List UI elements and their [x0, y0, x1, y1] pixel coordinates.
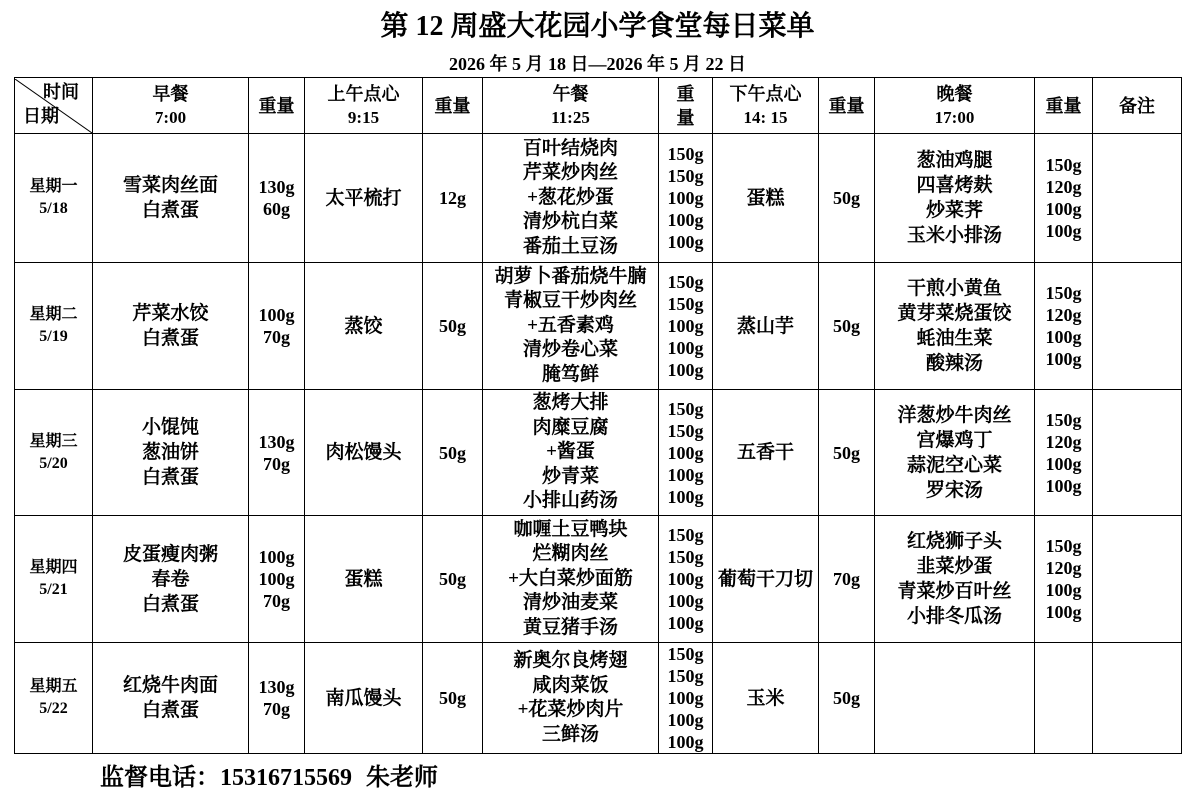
- day-row-tuesday: [15, 263, 1182, 390]
- breakfast-item: 白煮蛋: [141, 700, 199, 721]
- lunch-weight: 100g: [667, 613, 704, 633]
- header-breakfast: [93, 78, 249, 134]
- dinner-weight: 150g: [1045, 155, 1082, 175]
- lunch-item: +五香素鸡: [527, 314, 614, 336]
- weight-heading-line: 重: [676, 83, 695, 104]
- date-cell: [15, 643, 93, 754]
- lunch-weight-cell: [659, 516, 713, 643]
- lunch-weight: 100g: [667, 710, 704, 730]
- breakfast-weight-cell: [249, 263, 305, 390]
- breakfast-weight: 70g: [263, 327, 290, 347]
- afternoon-snack-time: 14: 15: [743, 107, 788, 127]
- remarks-cell: [1093, 390, 1182, 516]
- lunch-item: +葱花炒蛋: [527, 186, 614, 208]
- dinner-item: 四喜烤麸: [916, 175, 993, 196]
- lunch-item: 清炒油麦菜: [522, 592, 618, 614]
- afternoon-snack-item: 葡萄干刀切: [717, 568, 813, 590]
- breakfast-cell: [93, 134, 249, 263]
- lunch-weight: 150g: [667, 166, 704, 186]
- date-range: 2026 年 5 月 18 日—2026 年 5 月 22 日: [449, 54, 746, 74]
- breakfast-cell: [93, 643, 249, 754]
- dinner-weight: 150g: [1045, 536, 1082, 556]
- afternoon-snack-cell: [713, 263, 819, 390]
- lunch-item: 烂糊肉丝: [532, 543, 609, 565]
- breakfast-weight: 130g: [258, 677, 295, 697]
- breakfast-item: 雪菜肉丝面: [122, 175, 218, 196]
- lunch-weight: 150g: [667, 525, 704, 545]
- breakfast-weight: 100g: [258, 547, 295, 567]
- lunch-item: 黄豆猪手汤: [522, 616, 618, 638]
- header-afternoon-snack: [713, 78, 819, 134]
- dinner-cell: [875, 516, 1035, 643]
- morning-snack-item: 肉松馒头: [325, 442, 402, 463]
- afternoon-snack-cell: [713, 134, 819, 263]
- header-afternoon-snack-weight: [819, 78, 875, 134]
- remarks-cell: [1093, 263, 1182, 390]
- dinner-item: 小排冬瓜汤: [906, 606, 1002, 627]
- dinner-weight: 100g: [1045, 327, 1082, 347]
- breakfast-weight-cell: [249, 643, 305, 754]
- date-cell: [15, 516, 93, 643]
- lunch-weight: 100g: [667, 360, 704, 380]
- header-morning-snack-weight: [423, 78, 483, 134]
- morning-snack-weight-cell: [423, 263, 483, 390]
- morning-snack-weight-cell: [423, 516, 483, 643]
- lunch-item: 番茄土豆汤: [522, 235, 618, 257]
- afternoon-snack-weight-cell: [819, 516, 875, 643]
- lunch-cell: [483, 263, 659, 390]
- date-cell: [15, 390, 93, 516]
- date-label: 5/22: [39, 700, 68, 717]
- contact-name: 朱老师: [366, 765, 438, 791]
- lunch-item: 炒青菜: [541, 465, 599, 487]
- dinner-item: 红烧狮子头: [906, 531, 1002, 552]
- dinner-item: 干煎小黄鱼: [906, 278, 1002, 299]
- breakfast-item: 春卷: [151, 568, 190, 590]
- breakfast-cell: [93, 263, 249, 390]
- breakfast-weight: 70g: [263, 453, 290, 474]
- dinner-weight: 100g: [1045, 199, 1082, 219]
- lunch-weight-cell: [659, 263, 713, 390]
- morning-snack-cell: [305, 643, 423, 754]
- header-lunch: [483, 78, 659, 134]
- weekday-label: 星期三: [29, 432, 78, 450]
- dinner-weight-cell: [1035, 134, 1093, 263]
- afternoon-snack-item: 蛋糕: [746, 187, 785, 209]
- dinner-weight: 100g: [1045, 453, 1082, 474]
- afternoon-snack-weight: 50g: [833, 442, 860, 463]
- dinner-item: 酸辣汤: [925, 353, 983, 374]
- afternoon-snack-heading: 下午点心: [729, 83, 802, 104]
- lunch-weight: 100g: [667, 316, 704, 336]
- corner-time-label: 时间: [43, 81, 79, 102]
- breakfast-cell: [93, 516, 249, 643]
- lunch-item: 青椒豆干炒肉丝: [503, 290, 637, 312]
- corner-cell: [15, 78, 93, 134]
- dinner-item: 玉米小排汤: [906, 225, 1002, 246]
- date-label: 5/19: [39, 328, 68, 345]
- lunch-weight: 150g: [667, 666, 704, 686]
- date-cell: [15, 263, 93, 390]
- lunch-heading: 午餐: [552, 83, 589, 104]
- dinner-time: 17:00: [934, 107, 975, 127]
- lunch-weight: 150g: [667, 272, 704, 292]
- lunch-item: 清炒卷心菜: [522, 339, 618, 361]
- dinner-weight: 120g: [1045, 558, 1082, 578]
- breakfast-heading: 早餐: [152, 83, 189, 104]
- breakfast-weight-cell: [249, 134, 305, 263]
- lunch-weight: 150g: [667, 420, 704, 441]
- breakfast-weight: 100g: [258, 569, 295, 589]
- weekday-label: 星期五: [29, 678, 78, 695]
- afternoon-snack-cell: [713, 643, 819, 754]
- lunch-item: +花菜炒肉片: [517, 699, 624, 720]
- dinner-weight-cell: [1035, 390, 1093, 516]
- afternoon-snack-weight-cell: [819, 643, 875, 754]
- lunch-weight: 100g: [667, 338, 704, 358]
- morning-snack-weight: 50g: [439, 688, 466, 708]
- afternoon-snack-weight: 70g: [833, 569, 860, 589]
- header-row: [15, 78, 1182, 134]
- weekday-label: 星期四: [29, 559, 78, 576]
- breakfast-weight: 100g: [258, 305, 295, 325]
- afternoon-snack-weight: 50g: [833, 316, 860, 336]
- lunch-item: 新奥尔良烤翅: [513, 650, 628, 671]
- lunch-weight: 100g: [667, 232, 704, 252]
- dinner-cell: [875, 390, 1035, 516]
- breakfast-weight: 70g: [263, 699, 290, 719]
- breakfast-item: 皮蛋瘦肉粥: [122, 543, 218, 565]
- morning-snack-item: 太平梳打: [325, 187, 402, 209]
- dinner-weight-cell: [1035, 643, 1093, 754]
- breakfast-item: 白煮蛋: [141, 200, 199, 221]
- lunch-item: 三鲜汤: [541, 723, 599, 745]
- lunch-item: 清炒杭白菜: [522, 211, 618, 233]
- menu-table: [14, 77, 1182, 754]
- lunch-weight: 100g: [667, 486, 704, 507]
- dinner-weight: 100g: [1045, 349, 1082, 369]
- breakfast-item: 红烧牛肉面: [122, 675, 218, 696]
- lunch-weight: 100g: [667, 464, 704, 485]
- morning-snack-time: 9:15: [347, 107, 380, 127]
- dinner-weight: 100g: [1045, 221, 1082, 241]
- afternoon-snack-item: 玉米: [746, 687, 785, 709]
- dinner-item: 罗宋汤: [925, 479, 983, 501]
- dinner-weight-cell: [1035, 516, 1093, 643]
- morning-snack-cell: [305, 134, 423, 263]
- dinner-weight: 120g: [1045, 431, 1082, 452]
- morning-snack-weight: 50g: [439, 569, 466, 589]
- breakfast-item: 芹菜水饺: [132, 303, 209, 324]
- morning-snack-weight-cell: [423, 134, 483, 263]
- afternoon-snack-weight: 50g: [833, 188, 860, 208]
- page-title: 第 12 周盛大花园小学食堂每日菜单: [380, 11, 815, 42]
- afternoon-snack-weight: 50g: [833, 688, 860, 708]
- breakfast-weight: 70g: [263, 591, 290, 611]
- corner-date-label: 日期: [23, 105, 59, 126]
- afternoon-snack-item: 五香干: [736, 442, 794, 463]
- weight-heading: 重量: [1045, 95, 1082, 116]
- morning-snack-cell: [305, 516, 423, 643]
- morning-snack-cell: [305, 263, 423, 390]
- morning-snack-weight-cell: [423, 390, 483, 516]
- dinner-item: 黄芽菜烧蛋饺: [897, 303, 1012, 324]
- lunch-weight-cell: [659, 643, 713, 754]
- lunch-cell: [483, 134, 659, 263]
- header-remarks: [1093, 78, 1182, 134]
- dinner-item: 蒜泥空心菜: [906, 454, 1002, 476]
- lunch-weight: 150g: [667, 644, 704, 664]
- lunch-weight: 100g: [667, 188, 704, 208]
- lunch-item: 肉糜豆腐: [532, 416, 609, 438]
- weekday-label: 星期一: [29, 178, 78, 195]
- morning-snack-weight-cell: [423, 643, 483, 754]
- lunch-item: 咸肉菜饭: [532, 674, 609, 696]
- dinner-cell: [875, 134, 1035, 263]
- dinner-weight: 150g: [1045, 283, 1082, 303]
- morning-snack-weight: 50g: [439, 316, 466, 336]
- dinner-cell: [875, 263, 1035, 390]
- dinner-item: 宫爆鸡丁: [916, 429, 993, 451]
- breakfast-item: 白煮蛋: [141, 593, 199, 615]
- lunch-item: 小排山药汤: [522, 490, 618, 512]
- lunch-weight: 100g: [667, 569, 704, 589]
- morning-snack-heading: 上午点心: [327, 83, 400, 104]
- weekday-label: 星期二: [29, 306, 78, 323]
- lunch-weight: 100g: [667, 732, 704, 752]
- lunch-item: 芹菜炒肉丝: [522, 162, 618, 184]
- header-lunch-weight: [659, 78, 713, 134]
- lunch-item: 咖喱土豆鸭块: [513, 518, 628, 540]
- afternoon-snack-weight-cell: [819, 134, 875, 263]
- lunch-weight: 100g: [667, 210, 704, 230]
- breakfast-weight-cell: [249, 390, 305, 516]
- dinner-item: 蚝油生菜: [916, 328, 993, 349]
- day-row-friday: [15, 643, 1182, 754]
- afternoon-snack-cell: [713, 390, 819, 516]
- weight-heading: 重量: [828, 95, 865, 116]
- breakfast-item: 小馄饨: [141, 417, 199, 438]
- dinner-item: 葱油鸡腿: [916, 150, 993, 171]
- dinner-item: 青菜炒百叶丝: [897, 581, 1012, 602]
- morning-snack-weight: 12g: [439, 188, 466, 208]
- lunch-item: 胡萝卜番茄烧牛腩: [494, 265, 647, 287]
- weight-heading: 重量: [434, 95, 471, 116]
- dinner-weight: 120g: [1045, 305, 1082, 325]
- lunch-weight: 150g: [667, 398, 704, 419]
- remarks-cell: [1093, 516, 1182, 643]
- dinner-heading: 晚餐: [936, 83, 973, 104]
- lunch-time: 11:25: [551, 107, 590, 127]
- lunch-item: 腌笃鲜: [541, 363, 599, 385]
- afternoon-snack-item: 蒸山芋: [736, 315, 794, 337]
- lunch-cell: [483, 390, 659, 516]
- lunch-weight: 100g: [667, 591, 704, 611]
- morning-snack-item: 蛋糕: [344, 568, 383, 590]
- remarks-cell: [1093, 134, 1182, 263]
- morning-snack-cell: [305, 390, 423, 516]
- lunch-cell: [483, 516, 659, 643]
- lunch-item: +酱蛋: [546, 441, 595, 463]
- lunch-item: +大白菜炒面筋: [508, 567, 633, 589]
- breakfast-weight: 130g: [258, 177, 295, 197]
- morning-snack-item: 南瓜馒头: [325, 687, 402, 709]
- day-row-wednesday: [15, 390, 1182, 516]
- dinner-weight: 100g: [1045, 475, 1082, 496]
- lunch-weight: 150g: [667, 547, 704, 567]
- lunch-item: 葱烤大排: [532, 392, 609, 414]
- dinner-item: 韭菜炒蛋: [916, 556, 993, 577]
- date-label: 5/20: [39, 454, 68, 472]
- lunch-item: 百叶结烧肉: [522, 137, 618, 159]
- lunch-weight: 150g: [667, 294, 704, 314]
- weight-heading: 重量: [258, 95, 295, 116]
- dinner-weight: 120g: [1045, 177, 1082, 197]
- dinner-weight: 100g: [1045, 602, 1082, 622]
- breakfast-item: 白煮蛋: [141, 467, 199, 488]
- header-dinner-weight: [1035, 78, 1093, 134]
- weight-heading-line: 量: [676, 107, 695, 128]
- header-morning-snack: [305, 78, 423, 134]
- dinner-weight: 100g: [1045, 580, 1082, 600]
- dinner-item: 洋葱炒牛肉丝: [897, 404, 1012, 426]
- lunch-weight: 100g: [667, 442, 704, 463]
- morning-snack-item: 蒸饺: [344, 315, 383, 337]
- date-label: 5/21: [39, 581, 68, 598]
- lunch-weight: 150g: [667, 144, 704, 164]
- breakfast-cell: [93, 390, 249, 516]
- remarks-cell: [1093, 643, 1182, 754]
- date-label: 5/18: [39, 200, 68, 217]
- afternoon-snack-weight-cell: [819, 263, 875, 390]
- lunch-weight-cell: [659, 134, 713, 263]
- day-row-thursday: [15, 516, 1182, 643]
- breakfast-weight: 60g: [263, 199, 290, 219]
- breakfast-item: 葱油饼: [141, 442, 199, 463]
- morning-snack-weight: 50g: [439, 442, 466, 463]
- afternoon-snack-cell: [713, 516, 819, 643]
- lunch-weight: 100g: [667, 688, 704, 708]
- remarks-heading: 备注: [1119, 95, 1155, 116]
- day-row-monday: [15, 134, 1182, 263]
- header-breakfast-weight: [249, 78, 305, 134]
- dinner-weight: 150g: [1045, 409, 1082, 430]
- dinner-weight-cell: [1035, 263, 1093, 390]
- breakfast-time: 7:00: [154, 107, 187, 127]
- breakfast-item: 白煮蛋: [141, 328, 199, 349]
- breakfast-weight-cell: [249, 516, 305, 643]
- dinner-cell: [875, 643, 1035, 754]
- date-cell: [15, 134, 93, 263]
- supervision-label: 监督电话：: [100, 765, 220, 791]
- lunch-cell: [483, 643, 659, 754]
- header-dinner: [875, 78, 1035, 134]
- supervision-hotline: [100, 763, 438, 793]
- phone-number: 15316715569: [220, 765, 352, 791]
- breakfast-weight: 130g: [258, 431, 295, 452]
- afternoon-snack-weight-cell: [819, 390, 875, 516]
- lunch-weight-cell: [659, 390, 713, 516]
- dinner-item: 炒菜荠: [925, 200, 983, 221]
